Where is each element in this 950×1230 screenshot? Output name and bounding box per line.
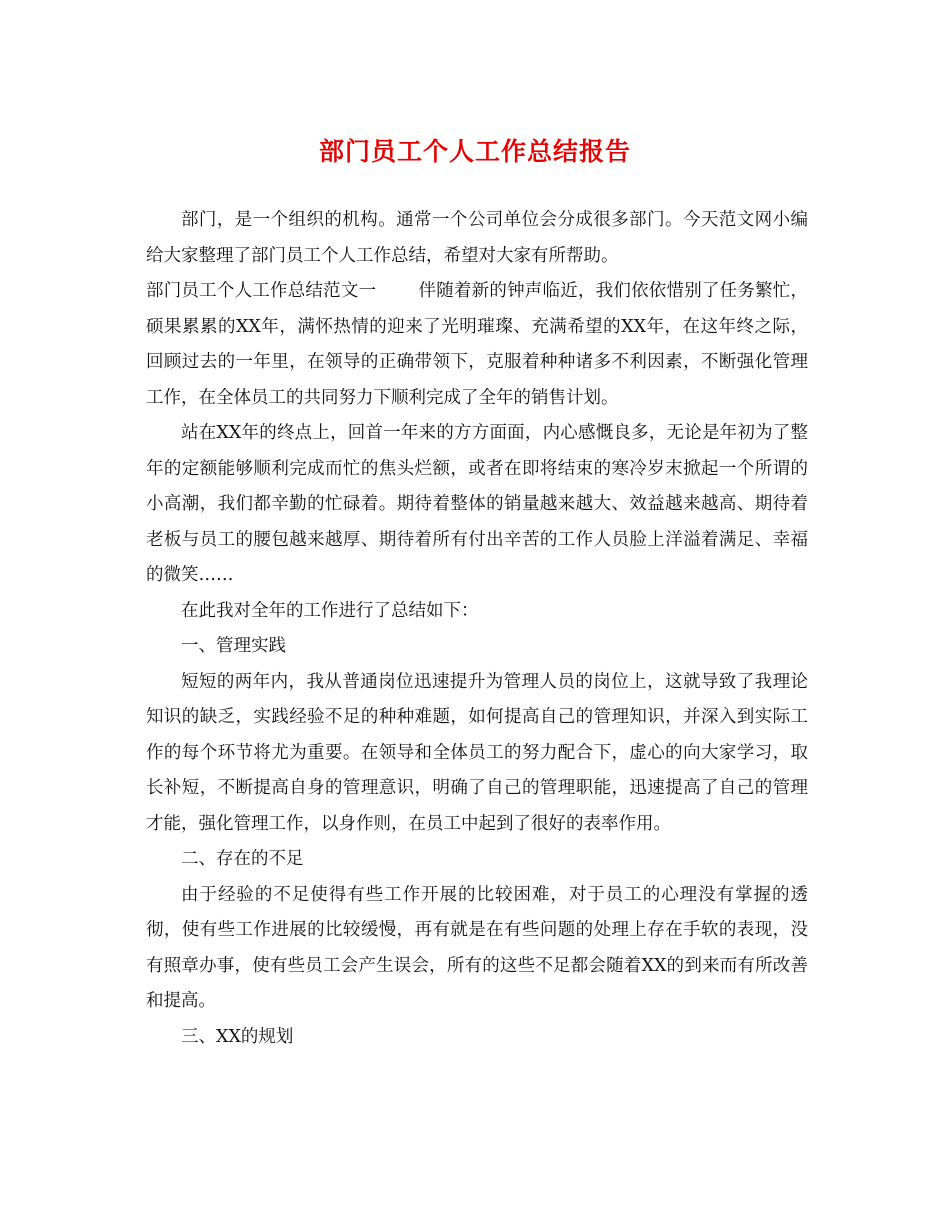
section-1-body: 短短的两年内，我从普通岗位迅速提升为管理人员的岗位上，这就导致了我理论知识的缺乏，实践经验不足的种种难题，如何提高自己的管理知识，并深入到实际工作的每个环节将尤为重要。在领导和全体员工的努力配合下，虚心的向大家学习，取长补短，不断提高自身的管理意识，明确了自己的管理职能，迅速提高了自己的管理才能，强化管理工作，以身作则，在员工中起到了很好的表率作用。	[146, 671, 808, 834]
paragraph-2: 站在XX年的终点上，回首一年来的方方面面，内心感慨良多，无论是年初为了整年的定额能够顺利完成而忙的焦头烂额，或者在即将结束的寒冷岁末掀起一个所谓的小高潮，我们都辛勤的忙碌着。期待着整体的销量越来越大、效益越来越高、期待着老板与员工的腰包越来越厚、期待着所有付出辛苦的工作人员脸上洋溢着满足、幸福的微笑……	[146, 423, 808, 585]
document-title: 部门员工个人工作总结报告	[318, 137, 631, 166]
intro-paragraph: 部门，是一个组织的机构。通常一个公司单位会分成很多部门。今天范文网小编给大家整理了部门员工个人工作总结，希望对大家有所帮助。	[146, 210, 808, 266]
paragraph-3: 在此我对全年的工作进行了总结如下：	[181, 600, 479, 621]
sample-label: 部门员工个人工作总结范文一	[146, 281, 377, 301]
section-2-heading: 二、存在的不足	[181, 849, 304, 869]
section-2-body: 由于经验的不足使得有些工作开展的比较困难，对于员工的心理没有掌握的透彻，使有些工作进展的比较缓慢，再有就是在有些问题的处理上存在手软的表现，没有照章办事，使有些员工会产生误会，所有的这些不足都会随着XX的到来而有所改善和提高。	[146, 884, 808, 1011]
document-body	[146, 203, 808, 1055]
sample-first-paragraph: 伴随着新的钟声临近，我们依依惜别了任务繁忙，硕果累累的XX年，满怀热情的迎来了光明璀璨、充满希望的XX年，在这年终之际，回顾过去的一年里，在领导的正确带领下，克服着种种诸多不利因素，不断强化管理工作，在全体员工的共同努力下顺利完成了全年的销售计划。	[146, 281, 809, 408]
section-1-heading: 一、管理实践	[181, 636, 286, 656]
sample-paragraph	[146, 274, 808, 416]
section-3-heading: 三、XX的规划	[181, 1026, 294, 1047]
